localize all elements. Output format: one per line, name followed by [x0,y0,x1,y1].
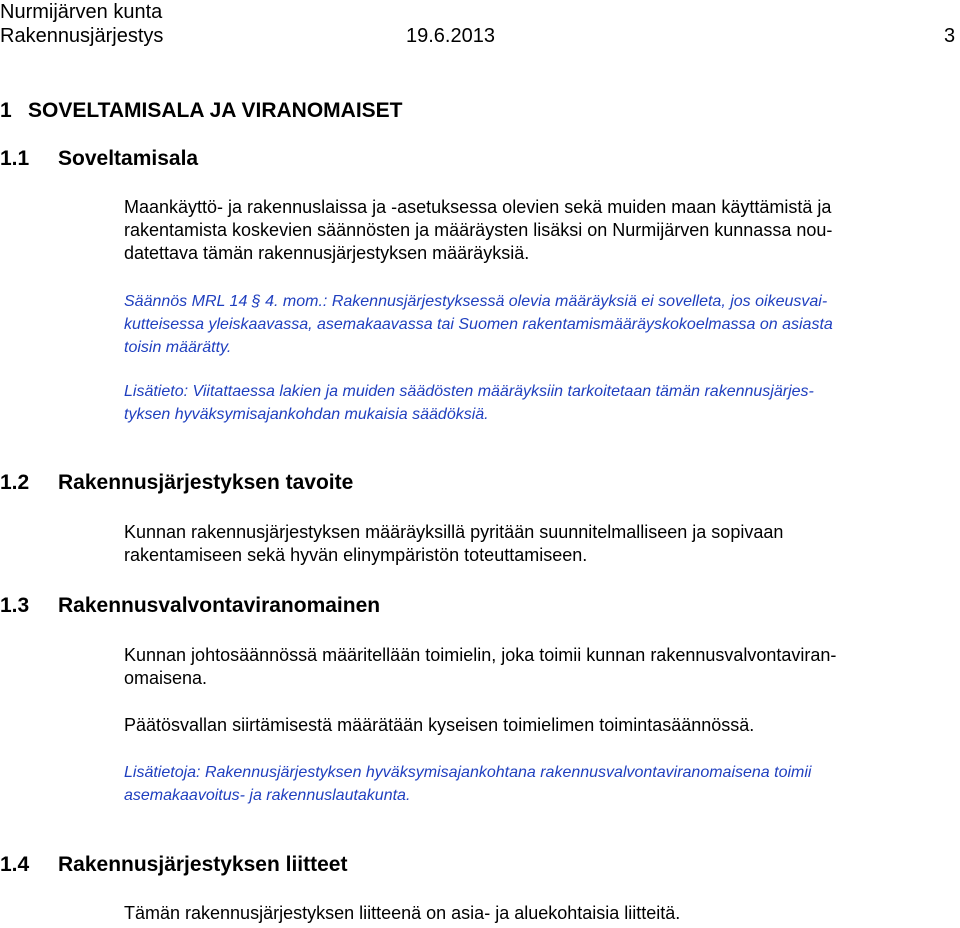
s11-legal-note [124,290,833,359]
s13-paragraph-1 [124,644,836,690]
section-title: Rakennusvalvontaviranomainen [58,594,381,617]
legal-reference: Säännös MRL 14 § 4. mom. [124,293,323,310]
text-line: datettava tämän rakennusjärjestyksen määräyksiä. [124,243,530,263]
s13-paragraph-2 [124,714,754,737]
text-line: tyksen hyväksymisajankohdan mukaisia säädöksiä. [124,406,489,423]
text-line: Maankäyttö- ja rakennuslaissa ja -asetuksessa olevien sekä muiden maan käyttämistä ja [124,197,832,217]
section-title: Rakennusjärjestyksen liitteet [58,853,348,876]
text-line: Tämän rakennusjärjestyksen liitteenä on asia- ja aluekohtaisia liitteitä. [124,903,681,923]
text-line: asemakaavoitus- ja rakennuslautakunta. [124,787,411,804]
section-number: 1.4 [0,853,30,876]
text-line: omaisena. [124,668,208,688]
section-1-4-heading [0,852,347,878]
header-date: 19.6.2013 [406,25,495,47]
header-doc-title: Rakennusjärjestys [0,25,164,47]
s13-info-note [124,761,811,807]
header-page-number: 3 [944,25,956,47]
section-title: Soveltamisala [58,147,199,170]
text-line: toisin määrätty. [124,339,232,356]
section-1-3-heading [0,593,380,619]
section-1-1-heading [0,146,198,172]
section-number: 1.1 [0,147,30,170]
text-line: Päätösvallan siirtämisestä määrätään kyseisen toimielimen toimintasäännössä. [124,715,755,735]
text-line: Lisätietoja: Rakennusjärjestyksen hyväksymisajankohtana rakennusvalvontaviranomaisena toimii [124,764,812,781]
text-line: : Rakennusjärjestyksessä olevia määräyksiä ei sovelleta, jos oikeusvai- [322,293,828,310]
header-org: Nurmijärven kunta [0,1,163,23]
s11-info-note [124,380,814,426]
s11-paragraph [124,196,832,265]
chapter-heading [0,98,403,124]
section-number: 1.2 [0,471,30,494]
section-number: 1.3 [0,594,30,617]
text-line: Kunnan rakennusjärjestyksen määräyksillä pyritään suunnitelmalliseen ja sopivaan [124,522,784,542]
text-line: Lisätieto: Viitattaessa lakien ja muiden säädösten määräyksiin tarkoitetaan tämän rakennusjärjes- [124,383,814,400]
section-title: Rakennusjärjestyksen tavoite [58,471,354,494]
s14-paragraph [124,902,680,925]
text-line: kutteisessa yleiskaavassa, asemakaavassa tai Suomen rakentamismääräyskokoelmassa on asiasta [124,316,833,333]
chapter-title: SOVELTAMISALA JA VIRANOMAISET [28,99,403,122]
section-1-2-heading [0,470,353,496]
s12-paragraph [124,521,783,567]
text-line: Kunnan johtosäännössä määritellään toimielin, joka toimii kunnan rakennusvalvontaviran- [124,645,837,665]
chapter-number: 1 [0,99,12,122]
text-line: rakentamiseen sekä hyvän elinympäristön toteuttamiseen. [124,545,588,565]
text-line: rakentamista koskevien säännösten ja määräysten lisäksi on Nurmijärven kunnassa nou- [124,220,833,240]
